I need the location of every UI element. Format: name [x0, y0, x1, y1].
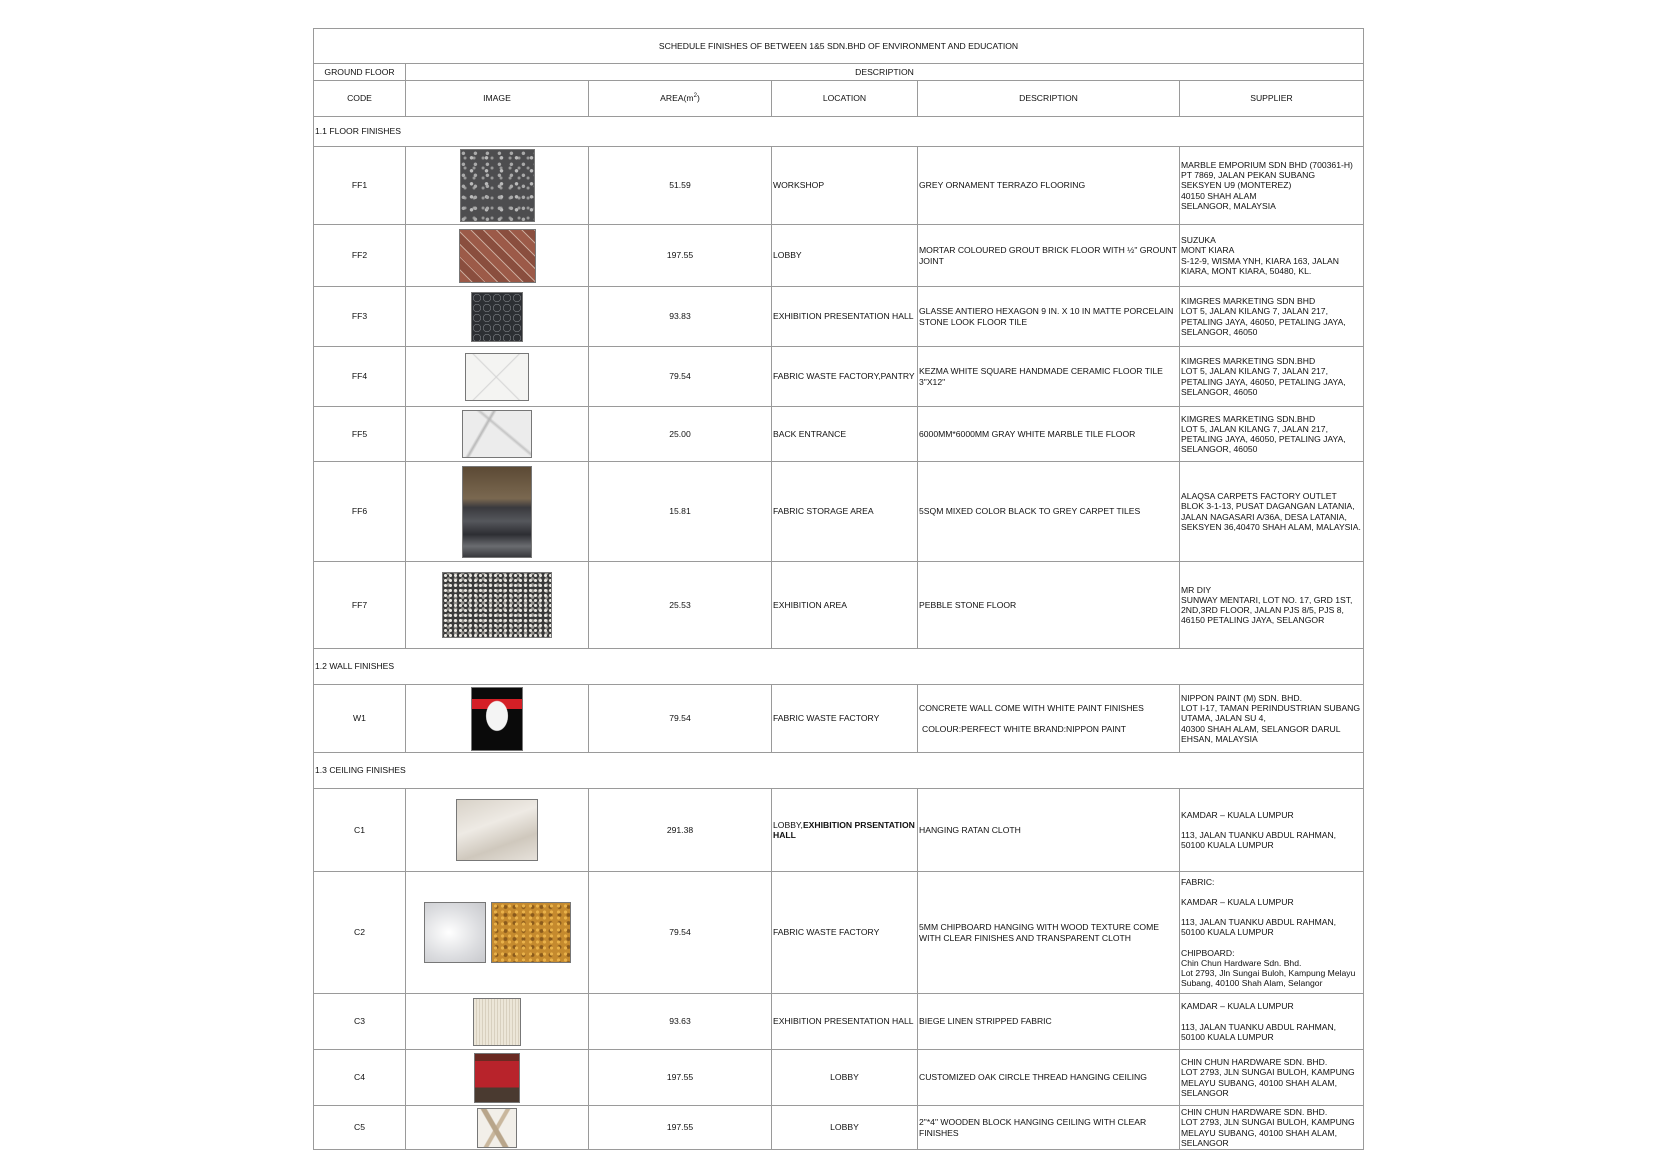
- row-description: HANGING RATAN CLOTH: [918, 789, 1180, 872]
- row-image: [406, 562, 589, 649]
- row-description: BIEGE LINEN STRIPPED FABRIC: [918, 994, 1180, 1050]
- row-supplier: KAMDAR – KUALA LUMPUR 113, JALAN TUANKU ABDUL RAHMAN, 50100 KUALA LUMPUR: [1180, 994, 1364, 1050]
- row-description-colour: COLOUR:PERFECT WHITE BRAND:NIPPON PAINT: [922, 723, 1127, 734]
- table-row: [314, 562, 1364, 649]
- row-location: FABRIC STORAGE AREA: [772, 462, 918, 562]
- schedule-title: SCHEDULE FINISHES OF BETWEEN 1&5 SDN.BHD OF ENVIRONMENT AND EDUCATION: [314, 29, 1364, 64]
- row-supplier: SUZUKA MONT KIARA S-12-9, WISMA YNH, KIARA 163, JALAN KIARA, MONT KIARA, 50480, KL.: [1180, 225, 1364, 287]
- row-code: C3: [314, 994, 406, 1050]
- row-image: [406, 685, 589, 753]
- row-area: 93.63: [589, 994, 772, 1050]
- row-code: C4: [314, 1050, 406, 1106]
- row-description: 5MM CHIPBOARD HANGING WITH WOOD TEXTURE COME WITH CLEAR FINISHES AND TRANSPARENT CLOTH: [918, 872, 1180, 994]
- row-image: [406, 407, 589, 462]
- section-ceiling-finishes: 1.3 CEILING FINISHES: [314, 753, 1364, 789]
- section-row: [314, 649, 1364, 685]
- row-code: FF6: [314, 462, 406, 562]
- row-area: 25.53: [589, 562, 772, 649]
- ground-floor-label: GROUND FLOOR: [314, 64, 406, 81]
- header-code: CODE: [314, 81, 406, 117]
- row-description: GLASSE ANTIERO HEXAGON 9 IN. X 10 IN MATTE PORCELAIN STONE LOOK FLOOR TILE: [918, 287, 1180, 347]
- row-code: FF7: [314, 562, 406, 649]
- row-location-bold: EXHIBITION PRSENTATION HALL: [773, 819, 915, 840]
- row-supplier: NIPPON PAINT (M) SDN. BHD. LOT I-17, TAMAN PERINDUSTRIAN SUBANG UTAMA, JALAN SU 4, 40300 SHAH ALAM, SELANGOR DARUL EHSAN, MALAYSIA: [1180, 685, 1364, 753]
- title-row: [314, 29, 1364, 64]
- header-location: LOCATION: [772, 81, 918, 117]
- row-supplier: KIMGRES MARKETING SDN BHD LOT 5, JALAN KILANG 7, JALAN 217, PETALING JAYA, 46050, PETALING JAYA, SELANGOR, 46050: [1180, 287, 1364, 347]
- section-row: [314, 753, 1364, 789]
- row-description: [918, 685, 1180, 753]
- row-location: LOBBY: [772, 1106, 918, 1150]
- header-image: IMAGE: [406, 81, 589, 117]
- row-location: FABRIC WASTE FACTORY: [772, 872, 918, 994]
- table-row: [314, 1050, 1364, 1106]
- row-area: 197.55: [589, 225, 772, 287]
- table-row: [314, 407, 1364, 462]
- row-image: [406, 147, 589, 225]
- row-supplier: FABRIC: KAMDAR – KUALA LUMPUR 113, JALAN TUANKU ABDUL RAHMAN, 50100 KUALA LUMPUR CHIPBOARD: Chin Chun Hardware Sdn. Bhd. Lot 2793, Jln Sungai Buloh, Kampung Melayu Subang, 40100 Shah Alam, Selangor: [1180, 872, 1364, 994]
- row-description-main: CONCRETE WALL COME WITH WHITE PAINT FINISHES: [919, 703, 1144, 714]
- row-image: [406, 287, 589, 347]
- row-description: GREY ORNAMENT TERRAZO FLOORING: [918, 147, 1180, 225]
- table-row: [314, 287, 1364, 347]
- section-row: [314, 117, 1364, 147]
- row-description: 6000MM*6000MM GRAY WHITE MARBLE TILE FLOOR: [918, 407, 1180, 462]
- row-description: MORTAR COLOURED GROUT BRICK FLOOR WITH ½" GROUNT JOINT: [918, 225, 1180, 287]
- hexagon-tile-image: [471, 292, 523, 342]
- row-area: 197.55: [589, 1050, 772, 1106]
- row-description: CUSTOMIZED OAK CIRCLE THREAD HANGING CEILING: [918, 1050, 1180, 1106]
- table-row: [314, 994, 1364, 1050]
- brick-image: [459, 229, 536, 283]
- table-row: [314, 147, 1364, 225]
- chipboard-image: [491, 902, 571, 963]
- row-location: EXHIBITION PRESENTATION HALL: [772, 994, 918, 1050]
- table-row: [314, 225, 1364, 287]
- row-area: 291.38: [589, 789, 772, 872]
- row-location: EXHIBITION AREA: [772, 562, 918, 649]
- row-code: FF4: [314, 347, 406, 407]
- row-image: [406, 1106, 589, 1150]
- row-area: 79.54: [589, 347, 772, 407]
- row-image: [406, 347, 589, 407]
- wood-block-image: [477, 1108, 517, 1148]
- description-group-label: DESCRIPTION: [406, 64, 1364, 81]
- table-row: [314, 347, 1364, 407]
- red-room-image: [474, 1053, 520, 1103]
- header-description: DESCRIPTION: [918, 81, 1180, 117]
- row-location: LOBBY: [772, 1050, 918, 1106]
- row-image: [406, 225, 589, 287]
- row-image: [406, 994, 589, 1050]
- row-supplier: MARBLE EMPORIUM SDN BHD (700361-H) PT 7869, JALAN PEKAN SUBANG SEKSYEN U9 (MONTEREZ) 40150 SHAH ALAM SELANGOR, MALAYSIA: [1180, 147, 1364, 225]
- row-description: 2"*4" WOODEN BLOCK HANGING CEILING WITH CLEAR FINISHES: [918, 1106, 1180, 1150]
- row-image: [406, 872, 589, 994]
- row-description: KEZMA WHITE SQUARE HANDMADE CERAMIC FLOOR TILE 3"X12": [918, 347, 1180, 407]
- row-location: EXHIBITION PRESENTATION HALL: [772, 287, 918, 347]
- row-location: BACK ENTRANCE: [772, 407, 918, 462]
- header-area-close: ): [696, 93, 700, 104]
- row-supplier: ALAQSA CARPETS FACTORY OUTLET BLOK 3-1-13, PUSAT DAGANGAN LATANIA, JALAN NAGASARI A/36A, DESA LATANIA, SEKSYEN 36,40470 SHAH ALAM, MALAYSIA.: [1180, 462, 1364, 562]
- row-code: C5: [314, 1106, 406, 1150]
- row-area: 93.83: [589, 287, 772, 347]
- paint-bucket-image: [471, 687, 523, 751]
- row-code: FF3: [314, 287, 406, 347]
- section-floor-finishes: 1.1 FLOOR FINISHES: [314, 117, 1364, 147]
- row-location: [772, 789, 918, 872]
- table-row: [314, 462, 1364, 562]
- row-location: FABRIC WASTE FACTORY: [772, 685, 918, 753]
- subheader-row: [314, 64, 1364, 81]
- white-tile-image: [465, 353, 529, 401]
- row-code: C2: [314, 872, 406, 994]
- column-header-row: [314, 81, 1364, 117]
- row-description: 5SQM MIXED COLOR BLACK TO GREY CARPET TILES: [918, 462, 1180, 562]
- header-area-text: AREA(m: [660, 93, 694, 104]
- terrazzo-image: [460, 149, 535, 222]
- row-supplier: KAMDAR – KUALA LUMPUR 113, JALAN TUANKU ABDUL RAHMAN, 50100 KUALA LUMPUR: [1180, 789, 1364, 872]
- carpet-room-image: [462, 466, 532, 558]
- header-area: [589, 81, 772, 117]
- table-row: [314, 872, 1364, 994]
- table-row: [314, 789, 1364, 872]
- row-location: WORKSHOP: [772, 147, 918, 225]
- table-row: [314, 685, 1364, 753]
- row-area: 79.54: [589, 685, 772, 753]
- row-supplier: CHIN CHUN HARDWARE SDN. BHD. LOT 2793, JLN SUNGAI BULOH, KAMPUNG MELAYU SUBANG, 40100 SHAH ALAM, SELANGOR: [1180, 1050, 1364, 1106]
- ratan-cloth-image: [456, 799, 538, 861]
- row-supplier: KIMGRES MARKETING SDN.BHD LOT 5, JALAN KILANG 7, JALAN 217, PETALING JAYA, 46050, PETALING JAYA, SELANGOR, 46050: [1180, 407, 1364, 462]
- header-supplier: SUPPLIER: [1180, 81, 1364, 117]
- row-location: LOBBY: [772, 225, 918, 287]
- row-location-text: LOBBY,: [773, 819, 803, 830]
- row-supplier: CHIN CHUN HARDWARE SDN. BHD. LOT 2793, JLN SUNGAI BULOH, KAMPUNG MELAYU SUBANG, 40100 SHAH ALAM, SELANGOR: [1180, 1106, 1364, 1150]
- row-image: [406, 1050, 589, 1106]
- row-code: C1: [314, 789, 406, 872]
- linen-image: [473, 998, 521, 1046]
- row-supplier: KIMGRES MARKETING SDN.BHD LOT 5, JALAN KILANG 7, JALAN 217, PETALING JAYA, 46050, PETALING JAYA, SELANGOR, 46050: [1180, 347, 1364, 407]
- row-supplier: MR DIY SUNWAY MENTARI, LOT NO. 17, GRD 1ST, 2ND,3RD FLOOR, JALAN PJS 8/5, PJS 8, 46150 PETALING JAYA, SELANGOR: [1180, 562, 1364, 649]
- marble-image: [462, 410, 532, 458]
- row-area: 79.54: [589, 872, 772, 994]
- row-image: [406, 789, 589, 872]
- row-location: FABRIC WASTE FACTORY,PANTRY: [772, 347, 918, 407]
- section-wall-finishes: 1.2 WALL FINISHES: [314, 649, 1364, 685]
- row-code: FF2: [314, 225, 406, 287]
- row-image: [406, 462, 589, 562]
- pebble-image: [442, 572, 552, 638]
- row-code: FF5: [314, 407, 406, 462]
- row-area: 51.59: [589, 147, 772, 225]
- row-area: 15.81: [589, 462, 772, 562]
- header-area-sup: 2: [693, 93, 697, 100]
- row-area: 25.00: [589, 407, 772, 462]
- row-description: PEBBLE STONE FLOOR: [918, 562, 1180, 649]
- row-code: FF1: [314, 147, 406, 225]
- transparent-cloth-image: [424, 902, 486, 963]
- table-row: [314, 1106, 1364, 1150]
- row-area: 197.55: [589, 1106, 772, 1150]
- finishes-schedule-table: [313, 28, 1364, 1150]
- row-code: W1: [314, 685, 406, 753]
